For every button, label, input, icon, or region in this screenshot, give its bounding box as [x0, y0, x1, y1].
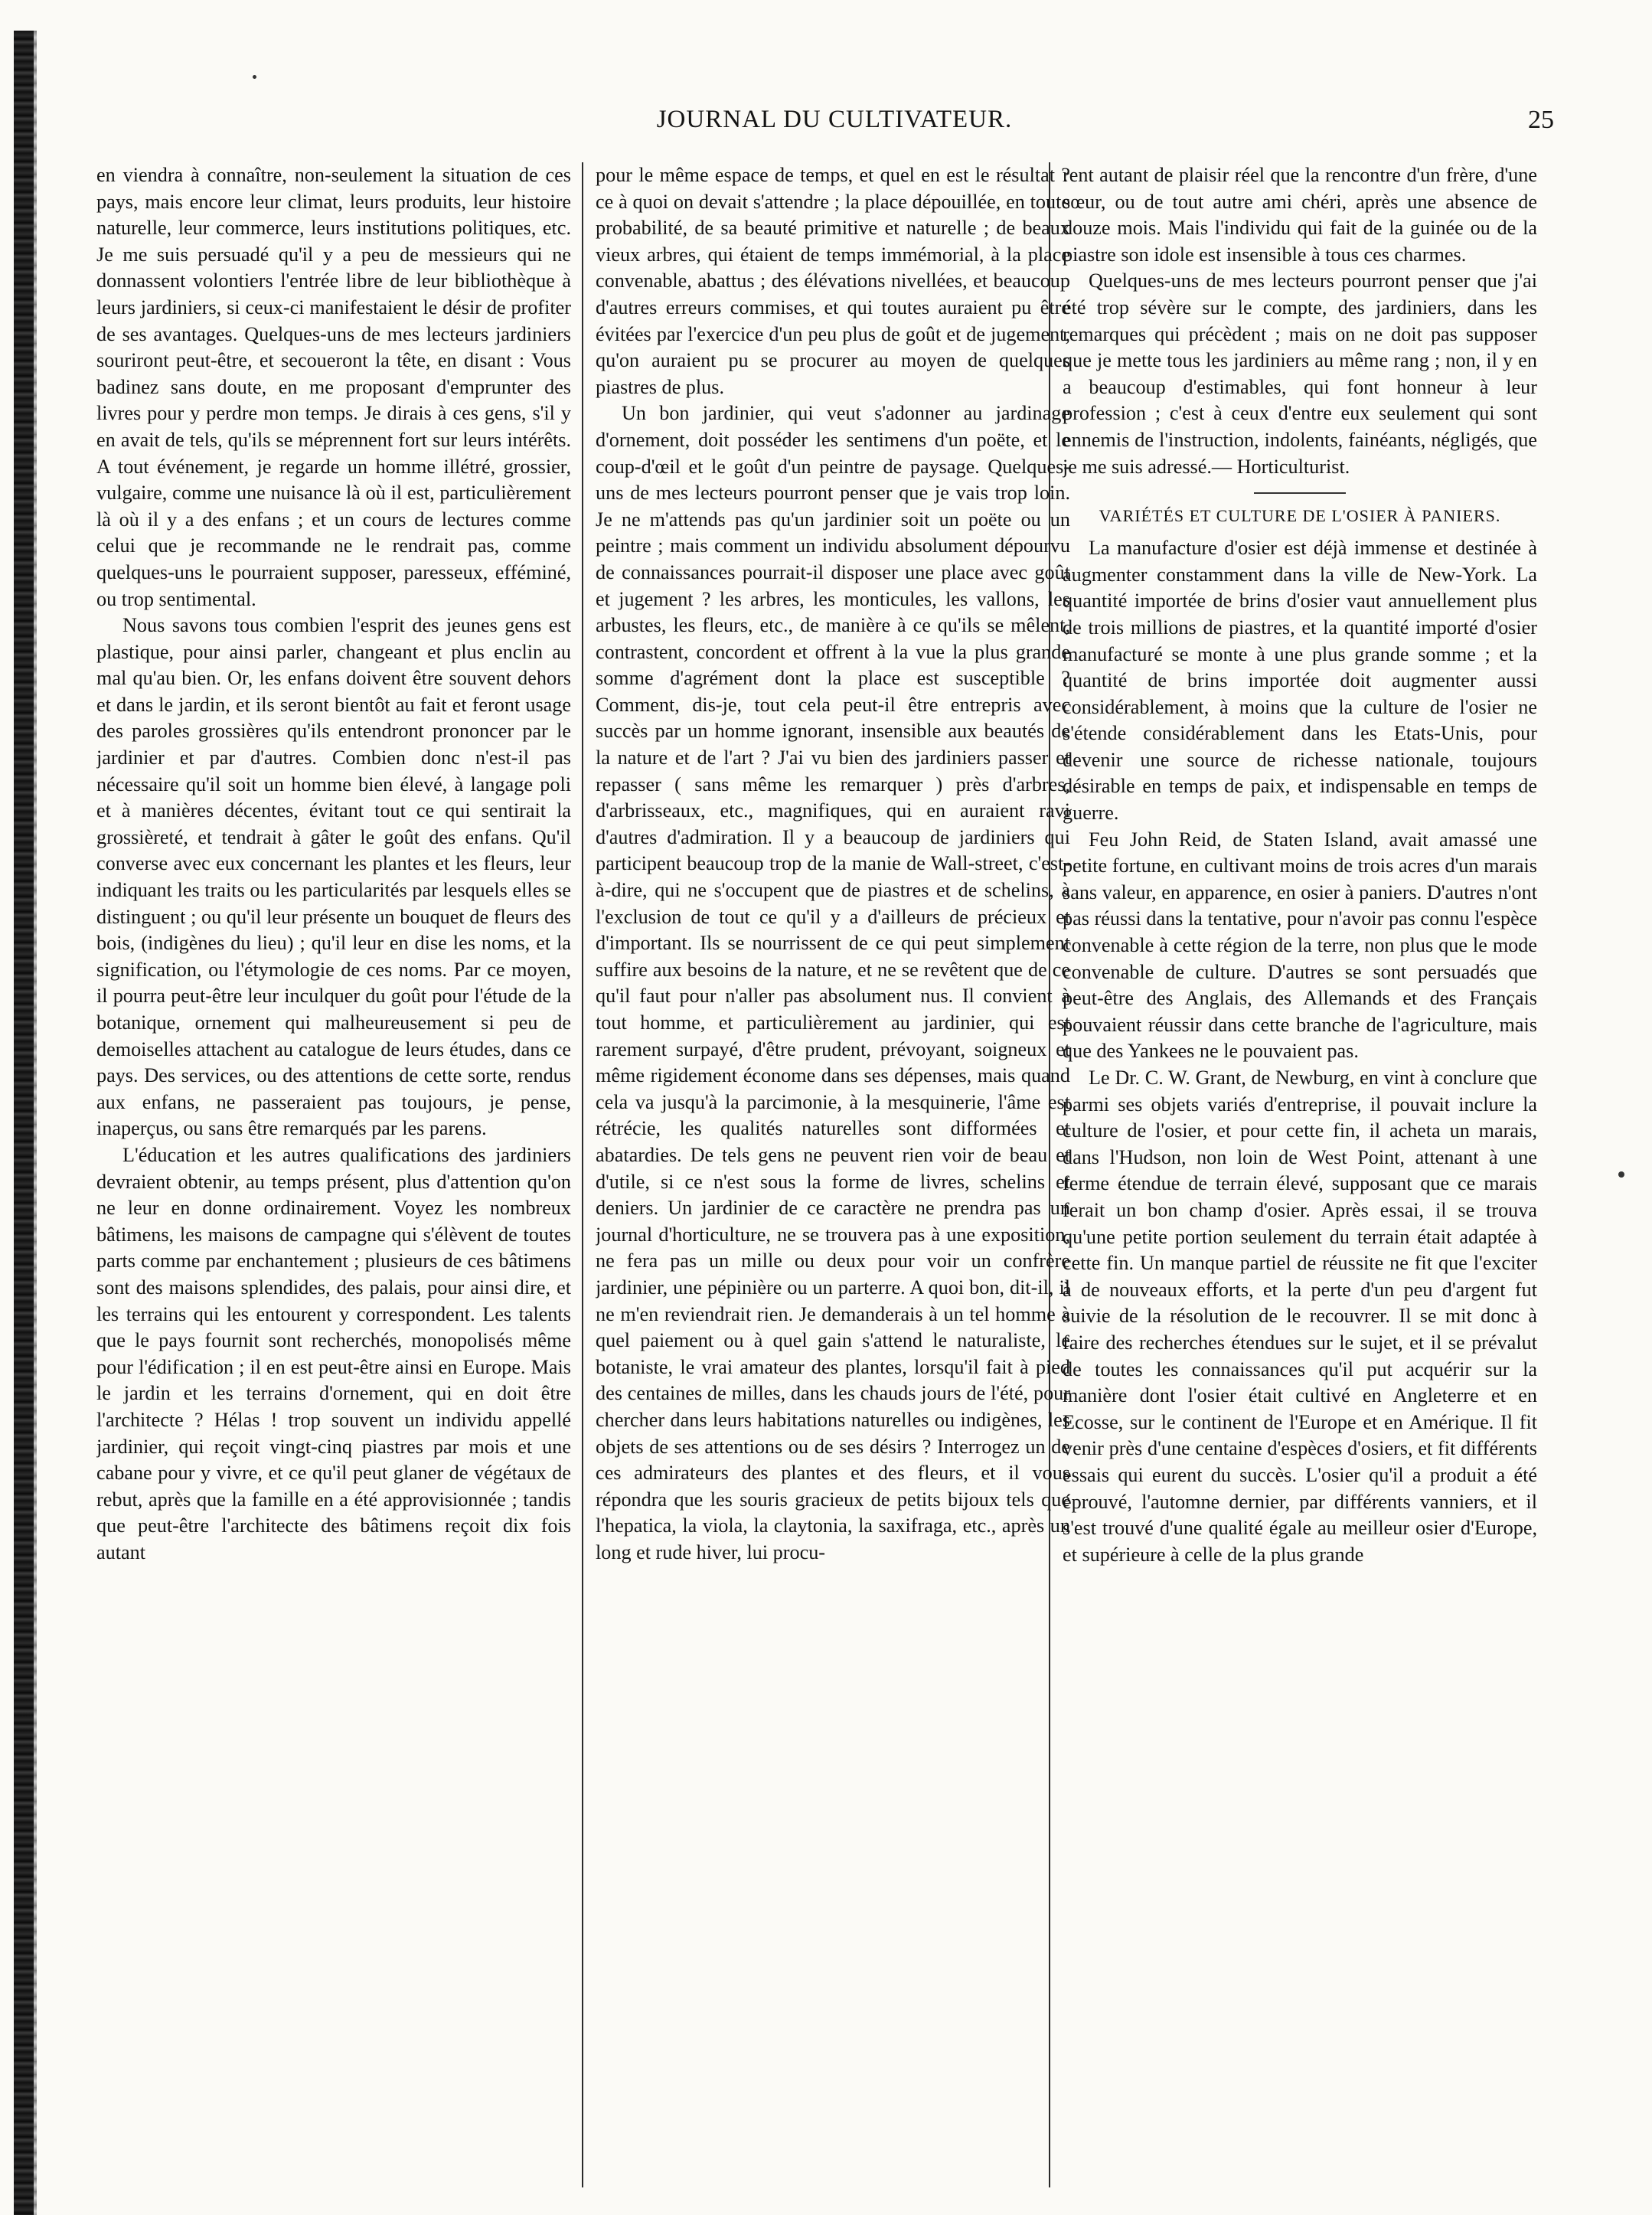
paragraph: pour le même espace de temps, et quel en est le résultat ? ce à quoi on devait s'attendre ; la place dépouillée, en toute probabilité, de sa beauté primitive et naturelle ; de beaux vieux arbres, qui étaient de temps immémorial, à la place convenable, abattus ; des élévations nivellées, et beaucoup d'autres erreurs commises, et qui toutes auraient pu être évitées par l'exercice d'un peu plus de goût et de jugement, qu'on auraient pu se procurer au moyen de quelques piastres de plus.: [596, 164, 1070, 398]
paragraph: Le Dr. C. W. Grant, de Newburg, en vint à conclure que parmi ses objets variés d'entreprise, il pouvait inclure la culture de l'osier, et pour cette fin, il acheta un marais, dans l'Hudson, non loin de West Point, attenant à une ferme étendue de terrain élevé, supposant que ce marais ferait un bon champ d'osier. Après essai, il se trouva qu'une petite portion seulement du terrain était adaptée à cette fin. Un manque partiel de réussite ne fit que l'exciter à de nouveaux efforts, et la perte d'un peu d'argent fut suivie de la résolution de le recouvrer. Il se mit donc à faire des recherches étendues sur le sujet, et il se prévalut de toutes les connaissances qu'il put acquérir sur la manière dont l'osier était cultivé en Angleterre et en Ecosse, sur le continent de l'Europe et en Amérique. Il fit venir près d'une centaine d'espèces d'osiers, et fit différents essais qui eurent du succès. L'osier qu'il a produit a été éprouvé, l'automne dernier, par différents vanniers, et il s'est trouvé d'une qualité égale au meilleur osier d'Europe, et supérieure à celle de la plus grande: [1063, 1067, 1537, 1566]
paragraph: Quelques-uns de mes lecteurs pourront penser que j'ai été trop sévère sur le compte, des jardiniers, dans les remarques qui précèdent ; mais on ne doit pas supposer que je mette tous les jardiniers au même rang ; non, il y en a beaucoup d'estimables, qui font honneur à leur profession ; c'est à ceux d'entre eux seulement qui sont ennemis de l'instruction, indolents, fainéants, négligés, que je me suis adressé.— Horticulturist.: [1063, 270, 1537, 478]
page-header: [92, 106, 1554, 142]
section-heading: VARIÉTÉS ET CULTURE DE L'OSIER À PANIERS.: [1099, 506, 1501, 526]
paragraph: La manufacture d'osier est déjà immense et destinée à augmenter constamment dans la ville de New-York. La quantité importée de brins d'osier vaut annuellement plus de trois millions de piastres, et la quantité importé d'osier manufacturé se monte à une plus grande somme ; et la quantité de brins importée doit augmenter aussi considérablement, à moins que la culture de l'osier ne s'étende considérablement dans les Etats-Unis, pour devenir une source de richesse nationale, toujours désirable en temps de paix, et indispensable en temps de guerre.: [1063, 537, 1537, 825]
ink-spot: [1618, 1171, 1624, 1178]
text-column-2: [596, 162, 1070, 2187]
paragraph: L'éducation et les autres qualifications des jardiniers devraient obtenir, au temps présent, plus d'attention qu'on ne leur en donne ordinairement. Voyez les nombreux bâtimens, les maisons de campagne qui s'élèvent de toutes parts comme par enchantement ; plusieurs de ces bâtimens sont des maisons splendides, des palais, pour ainsi dire, et les terrains qui les entourent y correspondent. Les talents que le pays fournit sont recherchés, monopolisés même pour l'édification ; il en est peut-être ainsi en Europe. Mais le jardin et les terrains d'ornement, qui en doit être l'architecte ? Hélas ! trop souvent un individu appellé jardinier, qui reçoit vingt-cinq piastres par mois et une cabane pour y vivre, et ce qu'il peut glaner de végétaux de rebut, après que la famille en a été approvisionnée ; tandis que peut-être l'architecte des bâtimens reçoit dix fois autant: [96, 1143, 571, 1563]
text-column-3: [1063, 162, 1537, 2187]
paragraph: Nous savons tous combien l'esprit des jeunes gens est plastique, pour ainsi parler, changeant et plus enclin au mal qu'au bien. Or, les enfans doivent être souvent dehors et dans le jardin, et ils seront bientôt au fait et feront usage des paroles grossières qu'ils entendront prononcer par le jardinier et par d'autres. Combien donc n'est-il pas nécessaire qu'il soit un homme bien élevé, à langage poli et à manières décentes, évitant tout ce qui sentirait la grossièreté, et tendrait à gâter le goût des enfans. Qu'il converse avec eux concernant les plantes et les fleurs, leur indiquant les traits ou les particularités par lesquels elles se distinguent ; ou qu'il leur présente un bouquet de fleurs des bois, (indigènes du lieu) ; qu'il leur en dise les noms, et la signification, ou l'étymologie de ces noms. Par ce moyen, il pourra peut-être leur inculquer du goût pour l'étude de la botanique, ornement qui malheureusement si peu de demoiselles attachent au catalogue de leurs études, dans ce pays. Des services, ou des attentions de cette sorte, rendus aux enfans, ne passeraient pas toujours, je pense, inaperçus, ou sans être remarqués par les parens.: [96, 614, 571, 1140]
section-divider: [1254, 492, 1346, 494]
paragraph: en viendra à connaître, non-seulement la situation de ces pays, mais encore leur climat, leurs produits, leur histoire naturelle, leur commerce, leurs institutions politiques, etc. Je me suis persuadé qu'il y a peu de messieurs qui ne donnassent volontiers l'entrée libre de leur bibliothèque à leurs jardiniers, si ceux-ci manifestaient le désir de profiter de ses avantages. Quelques-uns de mes lecteurs jardiniers souriront peut-être, et secoueront la tête, en disant : Vous badinez sans doute, en me proposant d'emprunter des livres pour y perdre mon temps. Je dirais à ces gens, s'il y en avait de tels, qu'ils se méprennent fort sur leurs intérêts. A tout événement, je regarde un homme illétré, grossier, vulgaire, comme une nuisance là où il est, particulièrement là où il y a des enfans ; et un cours de lectures comme celui que je recommande ne le rendrait pas, comme quelques-uns le pourraient supposer, paresseux, efféminé, ou trop sentimental.: [96, 164, 571, 610]
page-gutter-shadow: [34, 31, 37, 2215]
ink-spot: [253, 75, 256, 79]
paragraph: Un bon jardinier, qui veut s'adonner au jardinage d'ornement, doit posséder les sentimens d'un poëte, et le coup-d'œil et le goût d'un peintre de paysage. Quelques-uns de mes lecteurs pourront penser que je vais trop loin. Je ne m'attends pas qu'un jardinier soit un poëte ou un peintre ; mais comment un individu absolument dépourvu de connaissances pourrait-il disposer une place avec goût et jugement ? les arbres, les monticules, les vallons, les arbustes, les fleurs, etc., de manière à ce qu'ils se mêlent, contrastent, concordent et offrent à la vue la plus grande somme d'agrément dont la place est susceptible ? Comment, dis-je, tout cela peut-il être entrepris avec succès par un homme ignorant, insensible aux beautés de la nature et de l'art ? J'ai vu bien des jardiniers passer et repasser ( sans même les remarquer ) près d'arbres, d'arbrisseaux, etc., magnifiques, qui en auraient ravi d'autres d'admiration. Il y a beaucoup de jardiniers qui participent beaucoup trop de la manie de Wall-street, c'est-à-dire, qui ne s'occupent que de piastres et de schelins, à l'exclusion de tout ce qu'il y a d'ailleurs de précieux et d'important. Ils se nourrissent de ce qui peut simplement suffire aux besoins de la nature, et ne se revêtent que de ce qu'il faut pour n'aller pas absolument nus. Il convient à tout homme, et particulièrement au jardinier, qui est rarement surpayé, d'être prudent, prévoyant, soigneux et même rigidement économe dans ses dépenses, mais quand cela va jusqu'à la parcimonie, à la mesquinerie, l'âme est rétrécie, les qualités naturelles sont difformées et abatardies. De tels gens ne peuvent rien voir de beau et d'utile, si ce n'est sous la forme de livres, schelins et deniers. Un jardinier de ce caractère ne prendra pas un journal d'horticulture, ne se trouvera pas à une exposition, ne fera pas un mille ou deux pour voir un confrère jardinier, une pépinière ou un parterre. A quoi bon, dit-il, il ne m'en reviendrait rien. Je demanderais à un tel homme à quel paiement ou à quel gain s'attend le naturaliste, le botaniste, le vrai amateur des plantes, lorsqu'il fait à pied des centaines de milles, dans les chauds jours de l'été, pour chercher dans leurs habitations naturelles ou indigènes, les objets de ses attentions ou de ses désirs ? Interrogez un de ces admirateurs des plantes et des fleurs, et il vous répondra que les souris gracieux de petits bijoux tels que l'hepatica, la viola, la claytonia, la saxifraga, etc., après un long et rude hiver, lui procu-: [596, 402, 1070, 1563]
text-column-1: [96, 162, 571, 2187]
page-number: 25: [1528, 106, 1554, 134]
paragraph: Feu John Reid, de Staten Island, avait amassé une petite fortune, en cultivant moins de trois acres d'un marais sans valeur, en apparence, en osier à paniers. D'autres n'ont pas réussi dans la tentative, pour n'avoir pas connu l'espèce convenable à cette région de la terre, non plus que le mode convenable de culture. D'autres se sont persuadés que peut-être des Anglais, des Allemands et des Français pouvaient réussir dans cette branche de l'agriculture, mais que des Yankees ne le pouvaient pas.: [1063, 828, 1537, 1063]
running-title: JOURNAL DU CULTIVATEUR.: [656, 106, 1013, 133]
paragraph: rent autant de plaisir réel que la rencontre d'un frère, d'une sœur, ou de tout autre ami chéri, après une absence de douze mois. Mais l'individu qui fait de la guinée ou de la piastre son idole est insensible à tous ces charmes.: [1063, 164, 1537, 266]
column-rule-left: [582, 162, 583, 2187]
book-binding-edge: [14, 31, 34, 2215]
